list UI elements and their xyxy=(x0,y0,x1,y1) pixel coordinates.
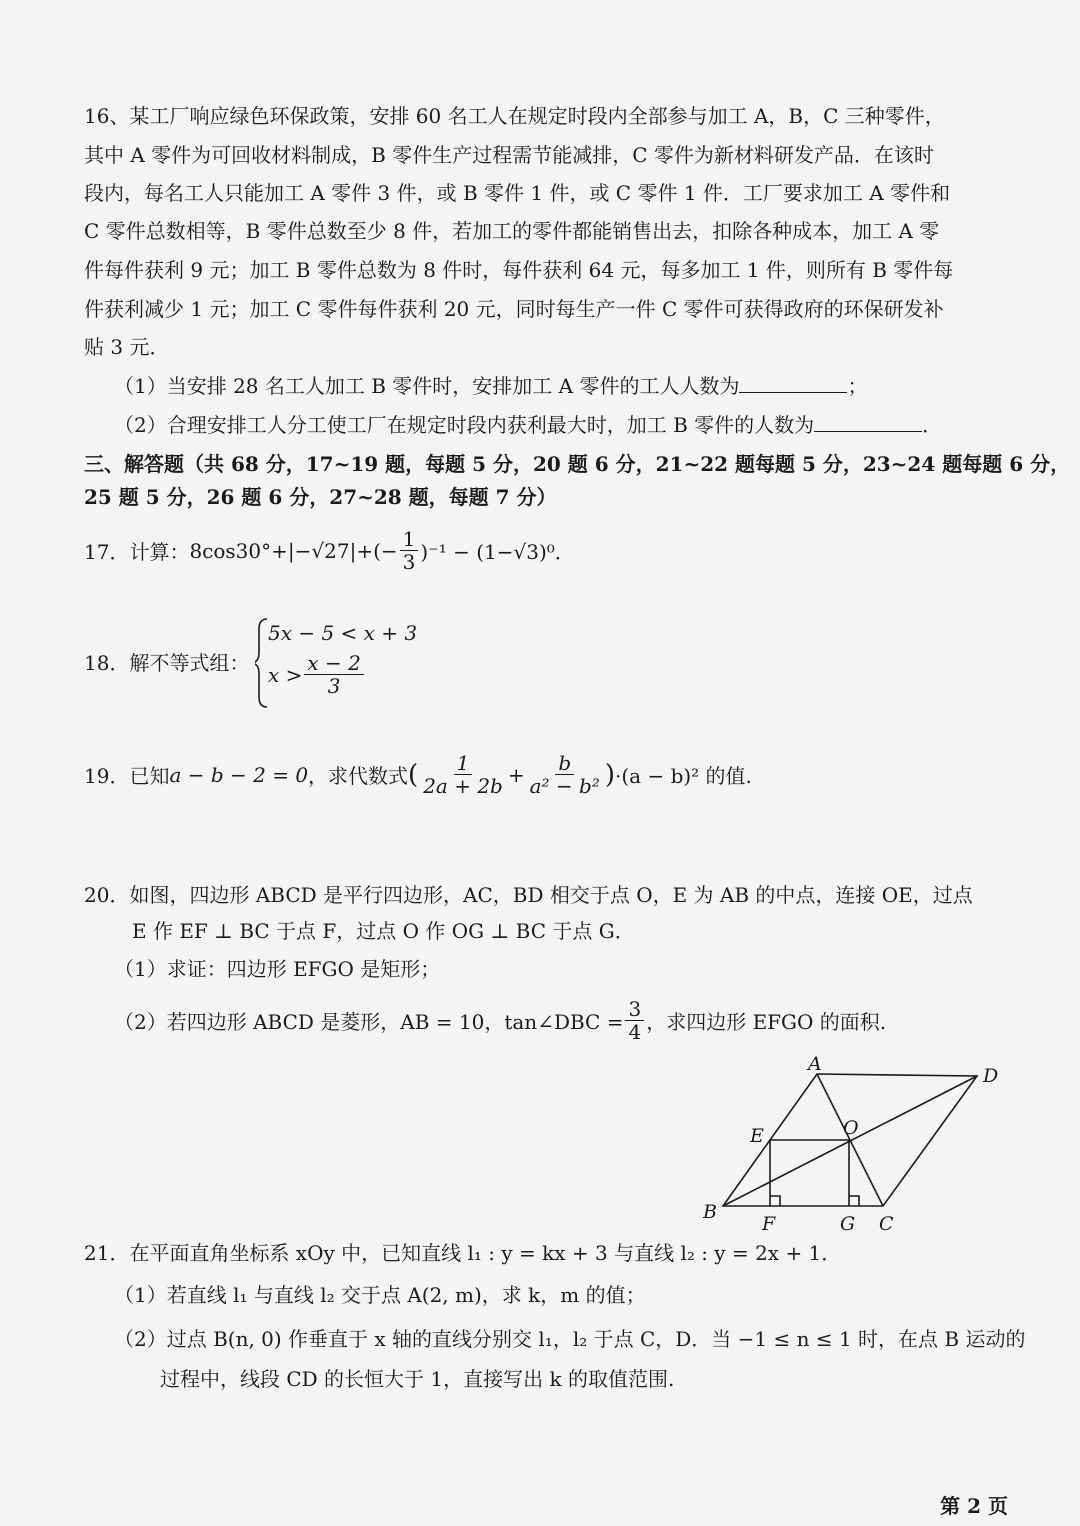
q21-part-2-cont: 过程中，线段 CD 的长恒大于 1，直接写出 k 的取值范围. xyxy=(160,1367,675,1391)
q19-condition: a − b − 2 = 0 xyxy=(169,762,309,787)
q18-ineq2-fraction xyxy=(304,652,363,697)
q18-inequality-2 xyxy=(268,652,366,697)
q20-part-2-b: ，求四边形 EFGO 的面积. xyxy=(646,1010,887,1034)
q17-frac-den: 3 xyxy=(402,550,416,574)
q16-line-5: 件每件获利 9 元；加工 B 零件总数为 8 件时，每件获利 64 元，每多加工 1 件，则所有 B 零件每 xyxy=(84,258,954,282)
label-d: D xyxy=(983,1065,999,1087)
label-f: F xyxy=(762,1213,776,1235)
label-g: G xyxy=(840,1213,856,1235)
q21-part-2: （2）过点 B(n, 0) 作垂直于 x 轴的直线分别交 l₁，l₂ 于点 C，D．当 −1 ≤ n ≤ 1 时，在点 B 运动的 xyxy=(114,1327,1026,1351)
q20-line-2: E 作 EF ⊥ BC 于点 F，过点 O 作 OG ⊥ BC 于点 G． xyxy=(132,919,635,943)
q16-part-2-end: ． xyxy=(922,413,943,437)
label-b: B xyxy=(703,1201,717,1223)
q19-plus: + xyxy=(507,762,525,787)
q16-line-3: 段内，每名工人只能加工 A 零件 3 件，或 B 零件 1 件，或 C 零件 1 件．工厂要求加工 A 零件和 xyxy=(84,181,951,205)
q16-part-2 xyxy=(114,411,942,438)
label-c: C xyxy=(879,1213,894,1235)
q16-line-4: C 零件总数相等，B 零件总数至少 8 件，若加工的零件都能销售出去，扣除各种成本，加工 A 零 xyxy=(84,219,940,243)
q17-fraction xyxy=(400,528,419,573)
q16-line-2: 其中 A 零件为可回收材料制成，B 零件生产过程需节能减排，C 零件为新材料研发产品．在该时 xyxy=(84,143,934,167)
q20-part-1: （1）求证：四边形 EFGO 是矩形； xyxy=(114,957,441,981)
q19-f2-den: a² − b² xyxy=(529,774,600,798)
q19-close-paren: ) xyxy=(604,759,616,790)
q18-prefix: 18．解不等式组： xyxy=(84,651,250,675)
q19-fraction-1 xyxy=(420,752,506,797)
label-e: E xyxy=(750,1125,764,1147)
q19-prefix: 19．已知 xyxy=(84,764,170,788)
section-3-header-line-1: 三、解答题（共 68 分，17~19 题，每题 5 分，20 题 6 分，21~22 题每题 5 分，23~24 题每题 6 分， xyxy=(84,452,1071,476)
label-o: O xyxy=(843,1117,859,1139)
page-number: 第 2 页 xyxy=(940,1494,1008,1518)
q17-frac-num: 1 xyxy=(400,528,419,551)
q19-f1-num: 1 xyxy=(454,752,473,775)
answer-blank-2[interactable] xyxy=(814,411,922,432)
q16-part-1 xyxy=(114,372,867,399)
q20-frac-den: 4 xyxy=(628,1020,642,1044)
answer-blank-1[interactable] xyxy=(739,372,847,393)
q16-line-1: 16、某工厂响应绿色环保政策，安排 60 名工人在规定时段内全部参与加工 A，B，C 三种零件， xyxy=(84,104,945,128)
q21-line-1: 21．在平面直角坐标系 xOy 中，已知直线 l₁ : y = kx + 3 与直线 l₂ : y = 2x + 1． xyxy=(84,1241,842,1265)
section-3-header-line-2: 25 题 5 分，26 题 6 分，27~28 题，每题 7 分） xyxy=(84,485,557,509)
q21-part-1: （1）若直线 l₁ 与直线 l₂ 交于点 A(2, m)，求 k，m 的值； xyxy=(114,1283,646,1307)
q19 xyxy=(84,752,752,797)
q19-f2-num: b xyxy=(555,752,574,775)
q20-part-2-a: （2）若四边形 ABCD 是菱形，AB = 10，tan∠DBC = xyxy=(114,1010,624,1034)
q16-part-2-text: （2）合理安排工人分工使工厂在规定时段内获利最大时，加工 B 零件的人数为 xyxy=(114,413,815,437)
q17-prefix: 17．计算： xyxy=(84,540,190,564)
q16-line-7: 贴 3 元． xyxy=(84,335,170,359)
q16-part-1-text: （1）当安排 28 名工人加工 B 零件时，安排加工 A 零件的工人人数为 xyxy=(114,374,740,398)
right-angle-g xyxy=(849,1196,859,1206)
label-a: A xyxy=(808,1053,822,1075)
q16-part-1-end: ； xyxy=(847,374,868,398)
q19-tail: ·(a − b)² 的值. xyxy=(615,764,752,788)
q18-ineq2-num: x − 2 xyxy=(304,652,363,675)
q17-expr-b: )⁻¹ − (1−√3)⁰． xyxy=(420,540,575,564)
q17 xyxy=(84,528,575,573)
q19-mid: ，求代数式 xyxy=(308,764,409,788)
q18-inequality-1: 5x − 5 < x + 3 xyxy=(268,621,418,645)
q16-line-6: 件获利减少 1 元；加工 C 零件每件获利 20 元，同时每生产一件 C 零件可获得政府的环保研发补 xyxy=(84,297,944,321)
q20-part-2 xyxy=(114,998,886,1043)
q20-line-1: 20．如图，四边形 ABCD 是平行四边形，AC，BD 相交于点 O，E 为 AB 的中点，连接 OE，过点 xyxy=(84,883,973,907)
q19-f1-den: 2a + 2b xyxy=(423,774,503,798)
q19-open-paren: ( xyxy=(408,759,419,790)
q18-ineq2-den: 3 xyxy=(327,674,341,698)
right-angle-f xyxy=(770,1196,780,1206)
q20-frac-num: 3 xyxy=(625,998,644,1021)
q18-ineq2-left: x > xyxy=(268,662,303,687)
parallelogram-figure xyxy=(695,1050,1015,1240)
q19-fraction-2 xyxy=(527,752,603,797)
q20-fraction xyxy=(625,998,644,1043)
q17-expr-a: 8cos30°+|−√27|+(− xyxy=(189,538,398,563)
